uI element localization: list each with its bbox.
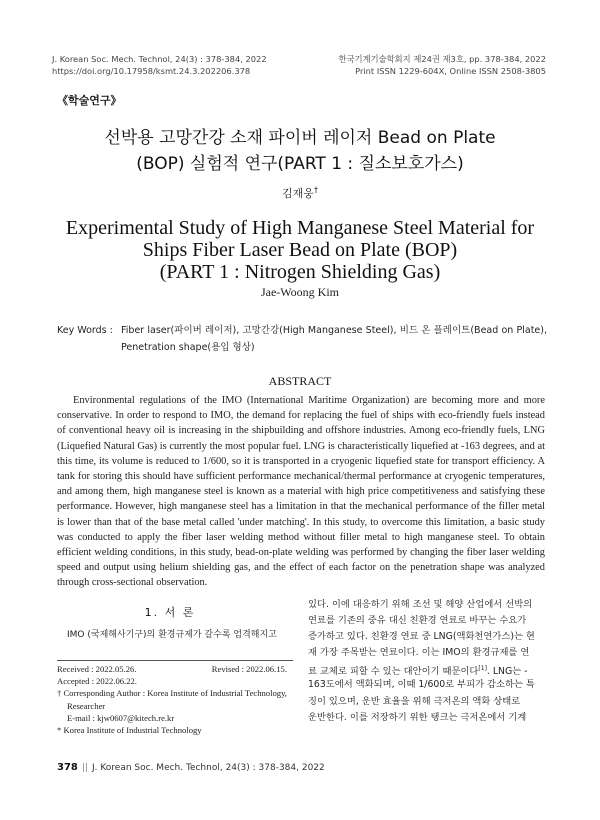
- author-english: Jae-Woong Kim: [260, 285, 340, 299]
- author-ko-name: 김재웅: [282, 187, 314, 200]
- abstract-heading: ABSTRACT: [268, 374, 332, 388]
- right-text-line: 있다. 이에 대응하기 위해 조선 및 해양 산업에서 선박의: [308, 599, 533, 610]
- keywords-block: [57, 322, 547, 356]
- right-column-text: [308, 597, 544, 726]
- citation-reference[interactable]: [1]: [478, 665, 487, 673]
- title-en-line-1: Experimental Study of High Manganese Steel Material for: [65, 217, 535, 239]
- introduction-first-line: IMO (국제해사기구)의 환경규제가 갈수록 엄격해지고: [67, 630, 277, 640]
- paper-title-english: [0, 217, 600, 283]
- introduction-heading: 1. 서 론: [144, 606, 196, 619]
- page-footer: [57, 762, 325, 773]
- right-text-line: 163도에서 액화되며, 이때 1/600로 부피가 감소하는 특: [308, 679, 535, 691]
- revised-date: Revised : 2022.06.15.: [211, 664, 287, 674]
- footnotes: [57, 663, 293, 736]
- corresponding-author-role: Researcher: [67, 700, 106, 711]
- right-text-segment-tail: . LNG는 -: [486, 666, 528, 678]
- right-text-line: 연료를 기존의 중유 대신 친환경 연료로 바꾸는 수요가: [308, 615, 527, 627]
- author-korean: [0, 185, 600, 201]
- right-text-segment: 료 교체로 피할 수 있는 대안이기 때문이다: [308, 666, 479, 678]
- footer-separator: ||: [81, 763, 88, 773]
- keywords-label: Key Words :: [57, 325, 113, 336]
- running-header-right: [339, 53, 546, 77]
- title-en-line-3: (PART 1 : Nitrogen Shielding Gas): [159, 261, 441, 283]
- title-en-line-2: Ships Fiber Laser Bead on Plate (BOP): [142, 239, 458, 261]
- right-text-line: 징이 있으며, 운반 효율을 위해 극저온의 액화 상태로: [308, 695, 521, 707]
- title-ko-line-2: (BOP) 실험적 연구(PART 1 : 질소보호가스): [136, 154, 464, 174]
- running-header-left: [52, 53, 267, 77]
- right-text-line: 재 가장 주목받는 연료이다. 이는 IMO의 환경규제를 연: [308, 647, 530, 659]
- journal-citation-ko: 한국기계기술학회지 제24권 제3호, pp. 378-384, 2022: [338, 54, 546, 64]
- received-date: Received : 2022.05.26.: [57, 664, 137, 674]
- right-text-line-with-citation: [308, 661, 544, 677]
- author-affiliation: * Korea Institute of Industrial Technology: [57, 724, 202, 735]
- footer-journal: J. Korean Soc. Mech. Technol, 24(3) : 378-384, 2022: [91, 763, 325, 773]
- paper-title-korean: [0, 125, 600, 177]
- section-tag: 《학술연구》: [57, 94, 122, 107]
- accepted-date: Accepted : 2022.06.22.: [57, 676, 137, 687]
- journal-citation: J. Korean Soc. Mech. Technol, 24(3) : 378-384, 2022: [52, 54, 267, 64]
- right-text-line: 운반한다. 이를 저장하기 위한 탱크는 극저온에서 기계: [308, 711, 527, 723]
- issn-line: Print ISSN 1229-604X, Online ISSN 2508-3805: [355, 66, 546, 76]
- title-ko-line-1: 선박용 고망간강 소재 파이버 레이저 Bead on Plate: [104, 128, 496, 148]
- received-date-line: [57, 663, 293, 675]
- right-text-line: 증가하고 있다. 친환경 연료 중 LNG(액화천연가스)는 현: [308, 631, 535, 643]
- corresponding-author: † Corresponding Author : Korea Institute of Industrial Technology,: [57, 688, 287, 699]
- page-number: 378: [57, 762, 78, 773]
- corresponding-mark: †: [313, 185, 318, 195]
- doi-link[interactable]: https://doi.org/10.17958/ksmt.24.3.202206.378: [52, 66, 251, 76]
- author-email: E-mail : kjw0607@kitech.re.kr: [67, 712, 175, 723]
- footnote-divider: [57, 660, 293, 661]
- keywords-text: Fiber laser(파이버 레이저), 고망간강(High Manganese Steel), 비드 온 플레이트(Bead on Plate), Penetration shape(용입 형상): [121, 325, 547, 353]
- abstract-body: Environmental regulations of the IMO (International Maritime Organization) are becoming more and more conservative. In order to respond to IMO, the demand for replacing the fuel of ships with eco-friendly fuels instead of conventional heavy oil is increasing in the shipbuilding and offshore industries. Among eco-friendly fuels, LNG (Liquefied Natural Gas) is currently the most popular fuel. LNG is characteristically liquefied at -163 degrees, and at this time, its volume is reduced to 1/600, so it is transported in a cryogenic liquefied state for transport efficiency. A tank for storing this should have sufficient performance mechanical/thermal performance at cryogenic temperatures, and among them, high manganese steel is known as a material with high price competitiveness and satisfying these performance. However, high manganese steel has a limitation in that the mechanical performance of the filler metal is lower than that of the base metal called 'under matching'. In this study, to overcome this limitation, a basic study was conducted to apply the fiber laser welding method without filler metal to high manganese steel. To obtain efficient welding conditions, in this study, bead-on-plate welding was performed by changing the fiber laser welding speed and output using helium shielding gas, and the effect of each factor on the penetration shape was analyzed through cross-sectional observation.: [57, 395, 545, 589]
